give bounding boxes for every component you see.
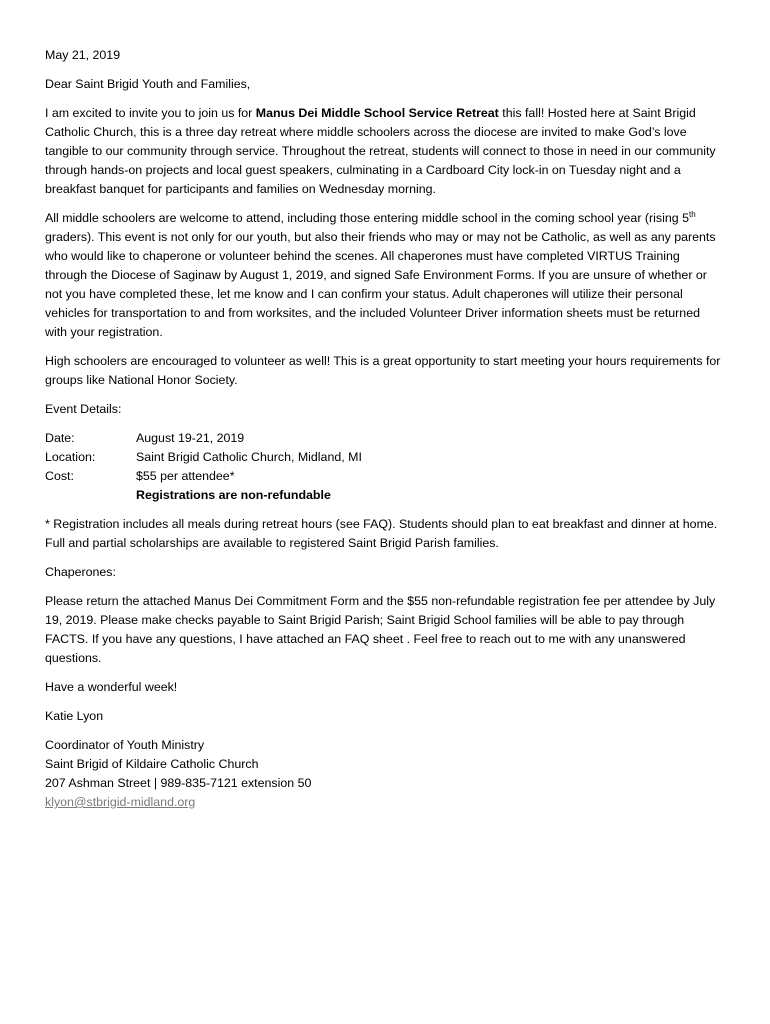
signer-organization: Saint Brigid of Kildaire Catholic Church (45, 757, 259, 771)
detail-value-date: August 19-21, 2019 (136, 431, 245, 445)
footnote: * Registration includes all meals during retreat hours (see FAQ). Students should plan to eat breakfast and dinner at home. Full and partial scholarships are available to registered Saint Brigid Parish families. (45, 517, 718, 550)
detail-label-cost: Cost: (45, 469, 74, 483)
detail-value-location: Saint Brigid Catholic Church, Midland, MI (136, 450, 362, 464)
paragraph-eligibility-rest: graders). This event is not only for our youth, but also their friends who may or may not be Catholic, as well as any parents who would like to chaperone or volunteer behind the scenes. All chaperones must have completed VIRTUS Training through the Diocese of Saginaw by August 1, 2019, and signed Safe Environment Forms. If you are unsure of whether or not you have completed these, let me know and I can confirm your status. Adult chaperones will utilize their personal vehicles for transportation to and from worksites, and the included Volunteer Driver information sheets must be returned with your registration. (45, 230, 716, 339)
detail-value-cost: $55 per attendee* (136, 469, 235, 483)
signer-address: 207 Ashman Street | 989-835-7121 extension 50 (45, 776, 312, 790)
paragraph-invitation-start: I am excited to invite you to join us for (45, 106, 256, 120)
detail-row-refund (45, 486, 725, 505)
paragraph-eligibility (45, 209, 725, 342)
paragraph-high-schoolers: High schoolers are encouraged to volunteer as well! This is a great opportunity to start meeting your hours requirements for groups like National Honor Society. (45, 354, 721, 387)
chaperones-heading: Chaperones: (45, 565, 116, 579)
letter-date: May 21, 2019 (45, 48, 121, 62)
signer-name: Katie Lyon (45, 709, 104, 723)
detail-row-location (45, 448, 725, 467)
email-link[interactable]: klyon@stbrigid-midland.org (45, 795, 196, 809)
salutation: Dear Saint Brigid Youth and Families, (45, 77, 251, 91)
ordinal-suffix: th (688, 209, 696, 219)
paragraph-invitation-rest: this fall! Hosted here at Saint Brigid Catholic Church, this is a three day retreat where middle schoolers across the diocese are invited to make God’s love tangible to our community through service. Throughout the retreat, students will connect to those in need in our community through hands-on projects and local guest speakers, culminating in a Cardboard City lock-in on Tuesday night and a breakfast banquet for participants and families on Wednesday morning. (45, 106, 716, 196)
signer-title: Coordinator of Youth Ministry (45, 738, 205, 752)
detail-label-location: Location: (45, 450, 96, 464)
retreat-name: Manus Dei Middle School Service Retreat (255, 106, 499, 120)
event-details-heading: Event Details: (45, 402, 122, 416)
signature-block (45, 736, 725, 812)
detail-row-date (45, 429, 725, 448)
detail-row-cost (45, 467, 725, 486)
paragraph-return-form: Please return the attached Manus Dei Commitment Form and the $55 non-refundable registration fee per attendee by July 19, 2019. Please make checks payable to Saint Brigid Parish; Saint Brigid School families will be able to pay through FACTS. If you have any questions, I have attached an FAQ sheet . Feel free to reach out to me with any unanswered questions. (45, 594, 716, 665)
event-details (45, 429, 725, 505)
paragraph-eligibility-start: All middle schoolers are welcome to attend, including those entering middle school in the coming school year (rising 5 (45, 211, 689, 225)
letter (45, 46, 725, 812)
refund-note: Registrations are non-refundable (136, 488, 331, 502)
paragraph-invitation (45, 104, 725, 199)
detail-label-date: Date: (45, 431, 75, 445)
closing: Have a wonderful week! (45, 680, 178, 694)
